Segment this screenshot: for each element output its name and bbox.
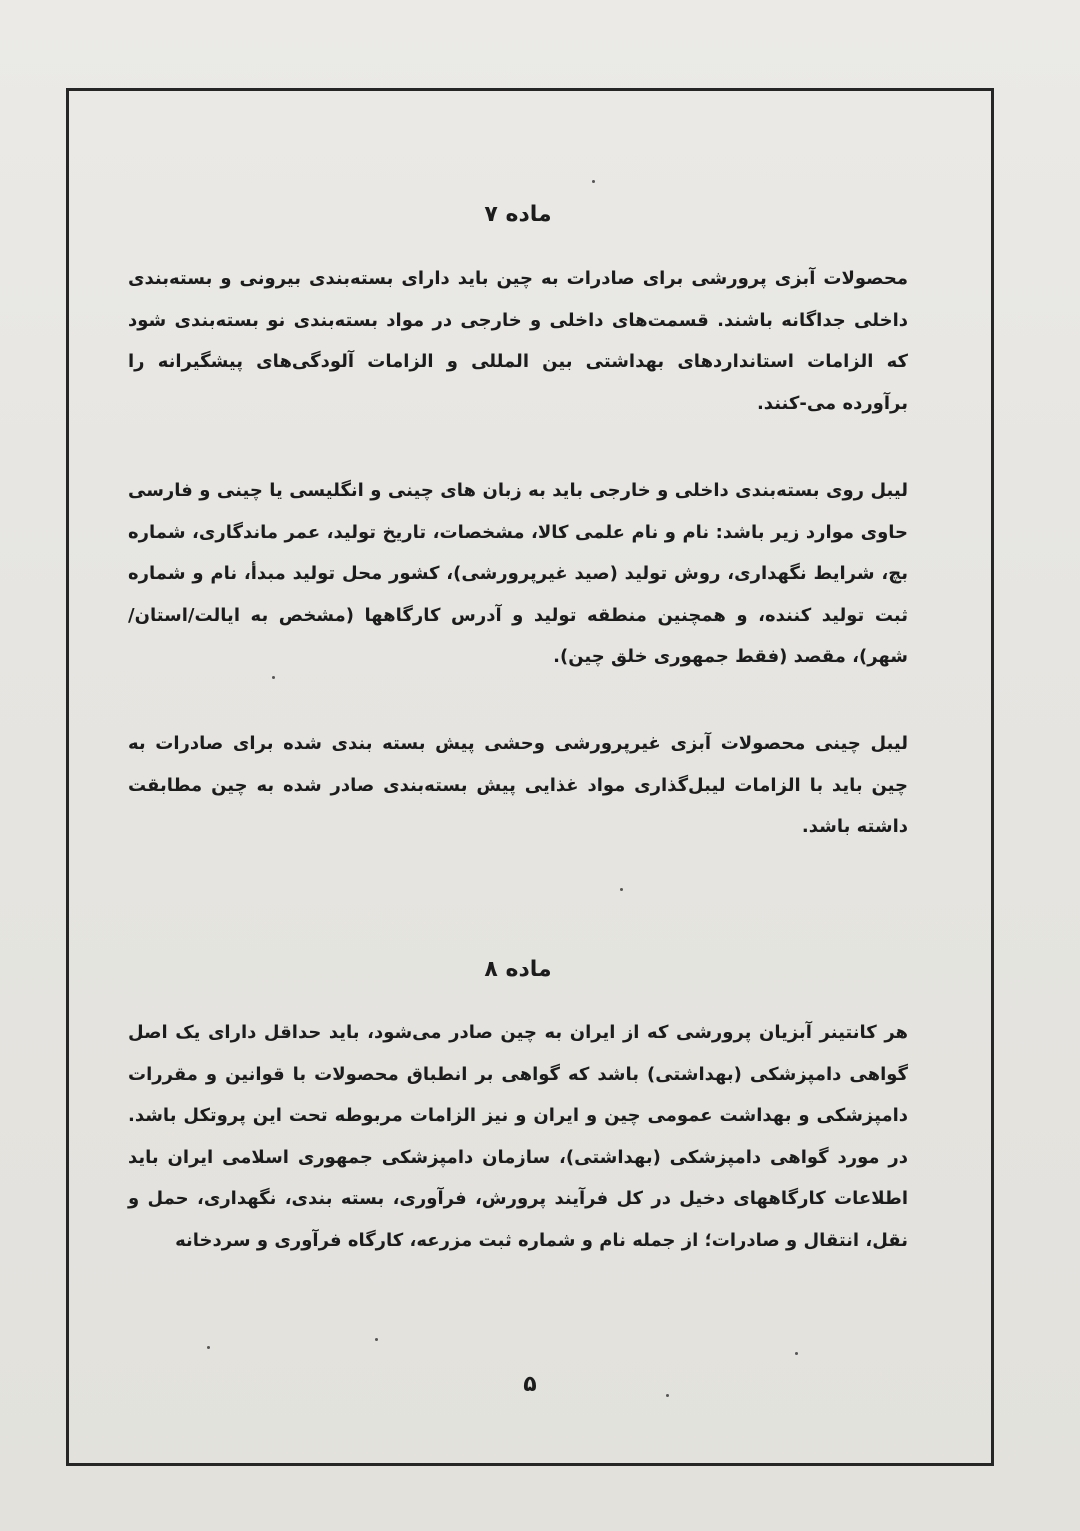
scan-speck: [207, 1346, 210, 1349]
article-7-paragraph-3: لیبل چینی محصولات آبزی غیرپرورشی وحشی پیش بسته بندی شده برای صادرات به چین باید با الزامات لیبل‌گذاری مواد غذایی پیش بسته‌بندی صادر شده به چین مطابقت داشته باشد.: [128, 733, 908, 837]
scan-speck: [375, 1338, 378, 1341]
scan-speck: [666, 1394, 669, 1397]
article-7-heading: ماده ۷: [484, 202, 552, 227]
scan-speck: [272, 676, 275, 679]
scan-speck: [592, 180, 595, 183]
article-8-heading: ماده ۸: [484, 957, 552, 982]
page-number: ۵: [523, 1372, 537, 1397]
article-7-paragraph-2: لیبل روی بسته‌بندی داخلی و خارجی باید به زبان های چینی و انگلیسی یا چینی و فارسی حاوی موارد زیر باشد: نام و نام علمی کالا، مشخصات، تاریخ تولید، عمر ماندگاری، شماره بچ، شرایط نگهداری، روش تولید (صید غیرپرورشی)، کشور محل تولید مبدأ، نام و شماره ثبت تولید کننده، و همچنین منطقه تولید و آدرس کارگاهها (مشخص به ایالت/استان/شهر)، مقصد (فقط جمهوری خلق چین).: [128, 480, 908, 667]
scan-speck: [795, 1352, 798, 1355]
scan-speck: [620, 888, 623, 891]
article-8-paragraph-1: هر کانتینر آبزیان پرورشی که از ایران به چین صادر می‌شود، باید حداقل دارای یک اصل گواهی دامپزشکی (بهداشتی) باشد که گواهی بر انطباق محصولات با قوانین و مقررات دامپزشکی و بهداشت عمومی چین و ایران و نیز الزامات مربوطه تحت این پروتکل باشد. در مورد گواهی دامپزشکی (بهداشتی)، سازمان دامپزشکی جمهوری اسلامی ایران باید اطلاعات کارگاههای دخیل در کل فرآیند پرورش، فرآوری، بسته بندی، نگهداری، حمل و نقل، انتقال و صادرات؛ از جمله نام و شماره ثبت مزرعه، کارگاه فرآوری و سردخانه: [128, 1022, 908, 1251]
article-7-paragraph-1: محصولات آبزی پرورشی برای صادرات به چین باید دارای بسته‌بندی بیرونی و بسته‌بندی داخلی جداگانه باشند. قسمت‌های داخلی و خارجی در مواد بسته‌بندی نو بسته‌بندی شود که الزامات استانداردهای بهداشتی بین المللی و الزامات آلودگی‌های پیشگیرانه را برآورده می-کنند.: [128, 268, 908, 414]
